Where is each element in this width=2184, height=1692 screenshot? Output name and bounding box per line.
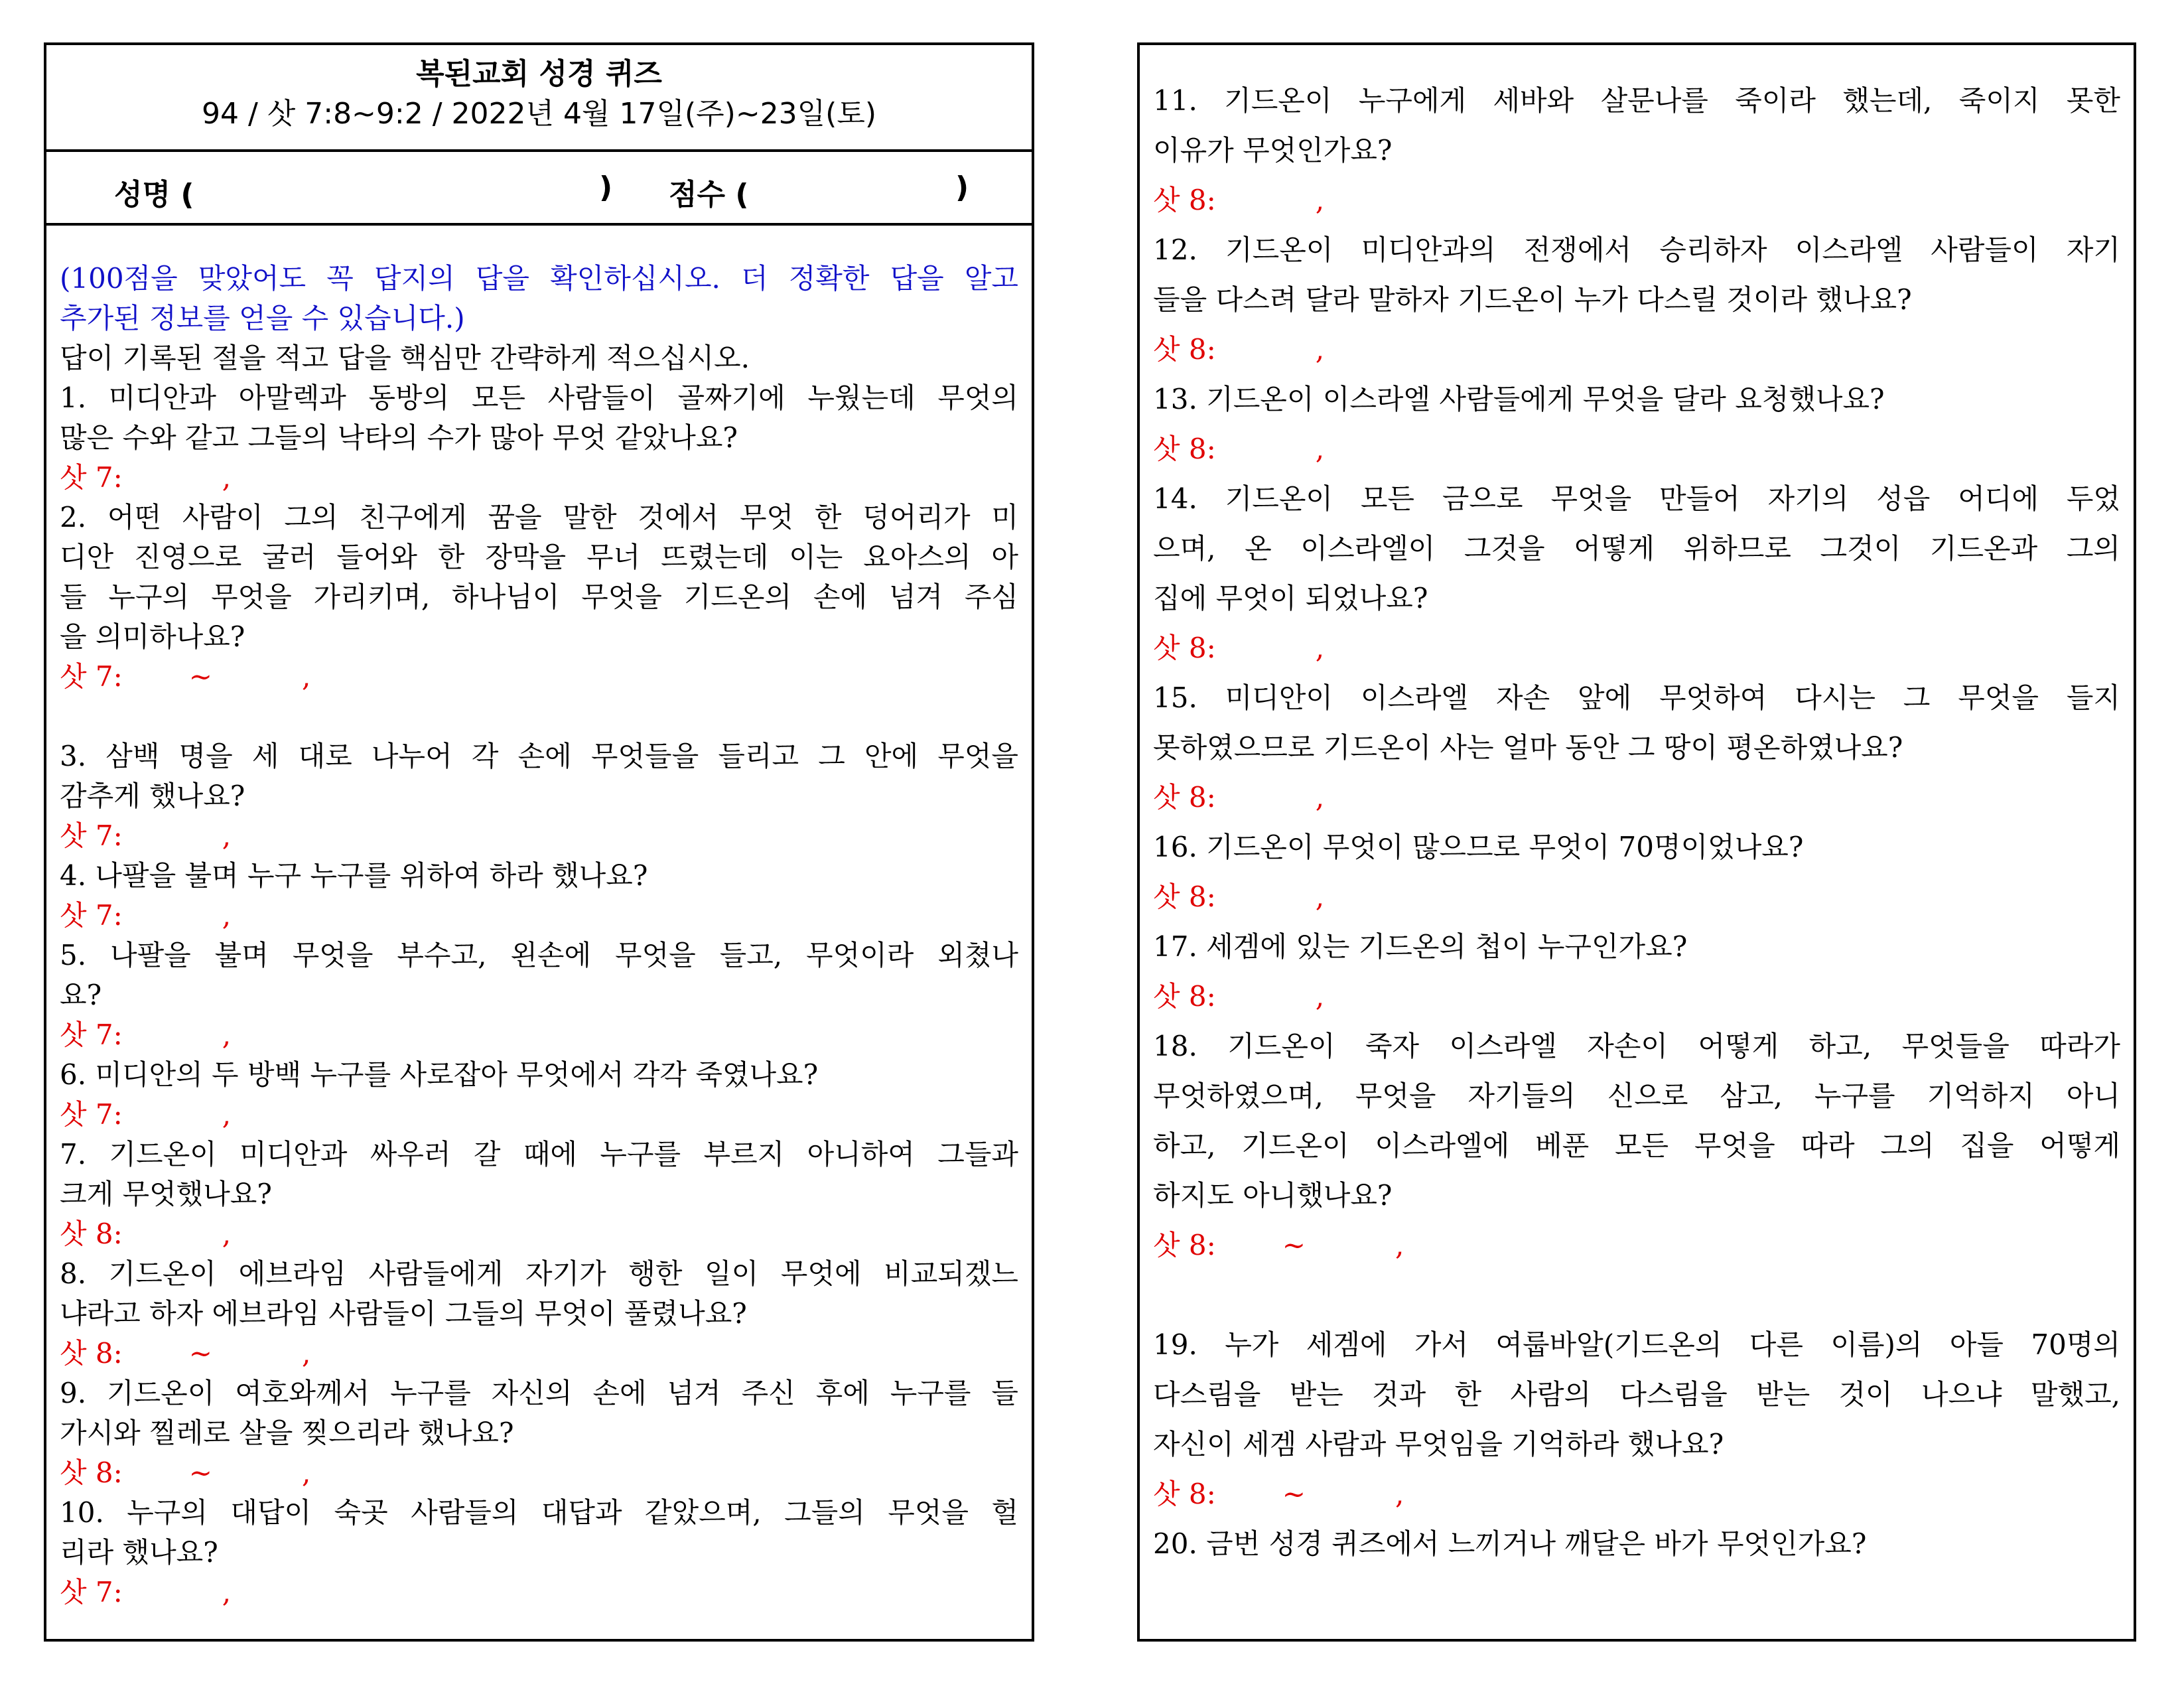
answer-verse-ref: 삿 8: xyxy=(1153,781,1216,813)
answer-blank xyxy=(60,896,1018,936)
question-text-line: 이유가 무엇인가요? xyxy=(1153,134,1393,167)
question-text-line: 15. 미디안이 이스라엘 자손 앞에 무엇하여 다시는 그 무엇을 들지 xyxy=(1153,681,2120,714)
question-text-line: 10. 누구의 대답이 숙곳 사람들의 대답과 같았으며, 그들의 무엇을 헐 xyxy=(60,1496,1018,1529)
answer-comma: , xyxy=(1315,333,1325,366)
answer-blank xyxy=(1153,872,2120,922)
answer-comma: , xyxy=(302,660,311,693)
question-text-line: 감추게 했나요? xyxy=(60,780,245,812)
question-13 xyxy=(1153,374,2120,474)
question-4 xyxy=(60,856,1018,936)
question-text-line: 집에 무엇이 되었나요? xyxy=(1153,582,1428,614)
question-15 xyxy=(1153,673,2120,822)
question-8 xyxy=(60,1254,1018,1374)
answer-blank xyxy=(1153,772,2120,822)
question-14 xyxy=(1153,474,2120,673)
answer-verse-ref: 삿 8: xyxy=(60,1456,123,1489)
answer-comma: , xyxy=(222,1576,232,1608)
answer-comma: , xyxy=(1315,184,1325,216)
question-text-line: 무엇하였으며, 무엇을 자기들의 신으로 삼고, 누구를 기억하지 아니 xyxy=(1153,1080,2120,1112)
question-text-line: 가시와 찔레로 살을 찢으리라 했나요? xyxy=(60,1417,514,1449)
answer-comma: , xyxy=(1315,881,1325,913)
question-text-line: 18. 기드온이 죽자 이스라엘 자손이 어떻게 하고, 무엇들을 따라가 xyxy=(1153,1030,2120,1062)
answer-blank xyxy=(1153,175,2120,225)
name-close: ) xyxy=(599,171,613,204)
answer-blank xyxy=(1153,1469,2120,1519)
answer-comma: , xyxy=(222,1218,232,1250)
answer-blank xyxy=(60,458,1018,498)
answer-comma: , xyxy=(222,819,232,852)
question-12 xyxy=(1153,225,2120,374)
question-text-line: 자신이 세겜 사람과 무엇임을 기억하라 했나요? xyxy=(1153,1428,1724,1460)
question-text-line: 하고, 기드온이 이스라엘에 베푼 모든 무엇을 따라 그의 집을 어떻게 xyxy=(1153,1129,2120,1162)
question-text-line: 7. 기드온이 미디안과 싸우러 갈 때에 누구를 부르지 아니하여 그들과 xyxy=(60,1138,1018,1170)
answer-verse-ref: 삿 7: xyxy=(60,899,123,932)
question-3 xyxy=(60,737,1018,856)
answer-verse-ref: 삿 8: xyxy=(1153,433,1216,465)
question-text-line: 2. 어떤 사람이 그의 친구에게 꿈을 말한 것에서 무엇 한 덩어리가 미 xyxy=(60,501,1018,533)
spacer xyxy=(1153,1270,2120,1320)
answer-blank xyxy=(60,1453,1018,1493)
question-text-line: 11. 기드온이 누구에게 세바와 살문나를 죽이라 했는데, 죽이지 못한 xyxy=(1153,84,2120,117)
question-text-line: 크게 무엇했나요? xyxy=(60,1178,272,1210)
answer-verse-ref: 삿 8: xyxy=(1153,980,1216,1013)
answer-verse-ref: 삿 7: xyxy=(60,660,123,693)
question-text-line: 8. 기드온이 에브라임 사람들에게 자기가 행한 일이 무엇에 비교되겠느 xyxy=(60,1257,1018,1290)
answer-comma: , xyxy=(302,1337,311,1370)
question-9 xyxy=(60,1374,1018,1493)
answer-blank xyxy=(60,1095,1018,1135)
name-score-row xyxy=(46,152,1032,226)
answer-blank xyxy=(60,657,1018,697)
question-text-line: 4. 나팔을 불며 누구 누구를 위하여 하라 했나요? xyxy=(60,859,648,892)
question-text-line: 냐라고 하자 에브라임 사람들이 그들의 무엇이 풀렸나요? xyxy=(60,1297,747,1330)
answer-blank xyxy=(60,816,1018,856)
right-questions xyxy=(1140,45,2134,1569)
answer-range-tilde: ~ xyxy=(188,1456,212,1489)
question-text-line: 요? xyxy=(60,979,102,1011)
left-questions xyxy=(46,226,1032,1612)
answer-verse-ref: 삿 8: xyxy=(1153,881,1216,913)
answer-blank xyxy=(1153,623,2120,673)
answer-blank xyxy=(60,1573,1018,1612)
answer-comma: , xyxy=(1315,632,1325,664)
question-1 xyxy=(60,378,1018,498)
right-quiz-panel xyxy=(1137,42,2136,1642)
question-text-line: 19. 누가 세겜에 가서 여룹바알(기드온의 다른 이름)의 아들 70명의 xyxy=(1153,1328,2120,1361)
notice-line: 추가된 정보를 얻을 수 있습니다.) xyxy=(60,302,465,334)
question-text-line: 을 의미하나요? xyxy=(60,620,245,653)
question-2 xyxy=(60,498,1018,737)
answer-comma: , xyxy=(1395,1229,1404,1261)
answer-comma: , xyxy=(1315,980,1325,1013)
question-text-line: 6. 미디안의 두 방백 누구를 사로잡아 무엇에서 각각 죽였나요? xyxy=(60,1058,819,1091)
answer-range-tilde: ~ xyxy=(1282,1478,1306,1510)
answer-verse-ref: 삿 8: xyxy=(1153,632,1216,664)
question-text-line: 으며, 온 이스라엘이 그것을 어떻게 위하므로 그것이 기드온과 그의 xyxy=(1153,532,2120,565)
question-text-line: 20. 금번 성경 퀴즈에서 느끼거나 깨달은 바가 무엇인가요? xyxy=(1153,1527,1867,1560)
answer-blank xyxy=(60,1214,1018,1254)
question-20 xyxy=(1153,1519,2120,1569)
answer-verse-ref: 삿 8: xyxy=(60,1337,123,1370)
answer-verse-ref: 삿 7: xyxy=(60,819,123,852)
question-text-line: 다스림을 받는 것과 한 사람의 다스림을 받는 것이 나으냐 말했고, xyxy=(1153,1378,2120,1411)
answer-blank xyxy=(60,1334,1018,1374)
quiz-title: 복된교회 성경 퀴즈 xyxy=(416,57,662,91)
question-text-line: 1. 미디안과 아말렉과 동방의 모든 사람들이 골짜기에 누웠는데 무엇의 xyxy=(60,382,1018,414)
question-10 xyxy=(60,1493,1018,1612)
question-18 xyxy=(1153,1021,2120,1320)
answer-verse-ref: 삿 8: xyxy=(60,1218,123,1250)
question-7 xyxy=(60,1135,1018,1254)
answer-comma: , xyxy=(1315,433,1325,465)
answer-range-tilde: ~ xyxy=(188,1337,212,1370)
question-text-line: 들 누구의 무엇을 가리키며, 하나님이 무엇을 기드온의 손에 넘겨 주심 xyxy=(60,581,1018,613)
quiz-subtitle: 94 / 삿 7:8~9:2 / 2022년 4월 17일(주)~23일(토) xyxy=(201,97,877,131)
question-text-line: 3. 삼백 명을 세 대로 나누어 각 손에 무엇들을 들리고 그 안에 무엇을 xyxy=(60,740,1018,772)
question-16 xyxy=(1153,822,2120,922)
question-text-line: 9. 기드온이 여호와께서 누구를 자신의 손에 넘겨 주신 후에 누구를 들 xyxy=(60,1377,1018,1409)
score-label: 점수 ( xyxy=(669,178,749,212)
question-text-line: 12. 기드온이 미디안과의 전쟁에서 승리하자 이스라엘 사람들이 자기 xyxy=(1153,234,2120,266)
answer-comma: , xyxy=(1315,781,1325,813)
question-19 xyxy=(1153,1320,2120,1519)
name-label: 성명 ( xyxy=(114,178,194,212)
left-quiz-panel xyxy=(44,42,1034,1642)
question-text-line: 17. 세겜에 있는 기드온의 첩이 누구인가요? xyxy=(1153,930,1688,963)
question-text-line: 하지도 아니했나요? xyxy=(1153,1179,1393,1212)
question-5 xyxy=(60,936,1018,1055)
answer-range-tilde: ~ xyxy=(1282,1229,1306,1261)
answer-comma: , xyxy=(222,1019,232,1051)
spacer xyxy=(60,697,1018,737)
answer-comma: , xyxy=(222,1098,232,1131)
answer-verse-ref: 삿 8: xyxy=(1153,1478,1216,1510)
question-text-line: 디안 진영으로 굴러 들어와 한 장막을 무너 뜨렸는데 이는 요아스의 아 xyxy=(60,541,1018,573)
score-close: ) xyxy=(955,171,969,204)
quiz-header xyxy=(46,54,1032,152)
question-text-line: 들을 다스려 달라 말하자 기드온이 누가 다스릴 것이라 했나요? xyxy=(1153,283,1912,316)
question-17 xyxy=(1153,922,2120,1021)
answer-comma: , xyxy=(1395,1478,1404,1510)
answer-verse-ref: 삿 7: xyxy=(60,461,123,494)
answer-verse-ref: 삿 8: xyxy=(1153,333,1216,366)
question-text-line: 16. 기드온이 무엇이 많으므로 무엇이 70명이었나요? xyxy=(1153,831,1804,863)
question-text-line: 13. 기드온이 이스라엘 사람들에게 무엇을 달라 요청했나요? xyxy=(1153,383,1885,415)
question-text-line: 리라 했나요? xyxy=(60,1536,218,1569)
answer-blank xyxy=(1153,324,2120,374)
answer-blank xyxy=(60,1015,1018,1055)
question-text-line: 못하였으므로 기드온이 사는 얼마 동안 그 땅이 평온하였나요? xyxy=(1153,731,1903,764)
question-6 xyxy=(60,1055,1018,1135)
answer-comma: , xyxy=(302,1456,311,1489)
answer-range-tilde: ~ xyxy=(188,660,212,693)
answer-verse-ref: 삿 8: xyxy=(1153,1229,1216,1261)
question-text-line: 많은 수와 같고 그들의 낙타의 수가 많아 무엇 같았나요? xyxy=(60,421,738,454)
instruction: 답이 기록된 절을 적고 답을 핵심만 간략하게 적으십시오. xyxy=(60,342,750,374)
question-text-line: 5. 나팔을 불며 무엇을 부수고, 왼손에 무엇을 들고, 무엇이라 외쳤나 xyxy=(60,939,1018,971)
question-text-line: 14. 기드온이 모든 금으로 무엇을 만들어 자기의 성읍 어디에 두었 xyxy=(1153,482,2120,515)
answer-blank xyxy=(1153,971,2120,1021)
answer-verse-ref: 삿 7: xyxy=(60,1019,123,1051)
answer-blank xyxy=(1153,424,2120,474)
answer-verse-ref: 삿 7: xyxy=(60,1098,123,1131)
answer-blank xyxy=(1153,1220,2120,1270)
answer-verse-ref: 삿 8: xyxy=(1153,184,1216,216)
answer-comma: , xyxy=(222,899,232,932)
answer-comma: , xyxy=(222,461,232,494)
notice-line: (100점을 맞았어도 꼭 답지의 답을 확인하십시오. 더 정확한 답을 알고 xyxy=(60,262,1018,295)
question-11 xyxy=(1153,76,2120,225)
answer-verse-ref: 삿 7: xyxy=(60,1576,123,1608)
